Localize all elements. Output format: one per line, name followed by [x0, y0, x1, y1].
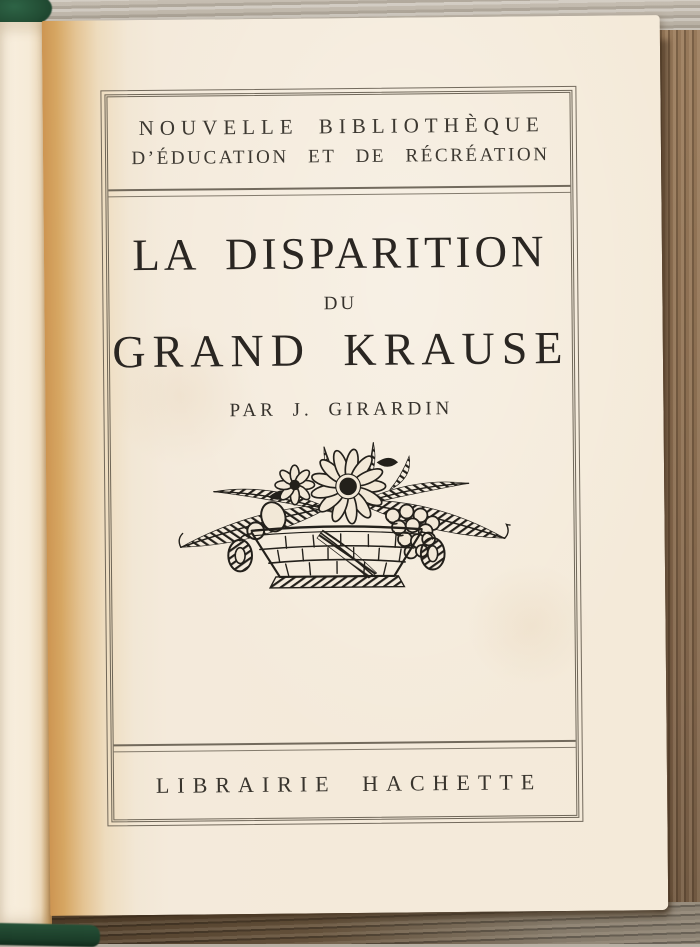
book-title-line1: LA DISPARITION	[132, 226, 548, 281]
author-byline: PAR J. GIRARDIN	[229, 398, 454, 422]
book-title-line2: GRAND KRAUSE	[112, 321, 570, 378]
publisher-band	[114, 748, 577, 819]
title-block	[108, 193, 575, 744]
book-cover-corner-bottom-left	[0, 923, 100, 947]
book-title-connector: DU	[323, 292, 358, 315]
book-title-page	[42, 15, 669, 916]
flower-basket-engraving-illustration	[174, 434, 512, 595]
series-title-line2: D’ÉDUCATION ET DE RÉCRÉATION	[131, 144, 550, 170]
series-title-line1: NOUVELLE BIBLIOTHÈQUE	[138, 112, 545, 141]
printed-border-frame-inner	[104, 90, 579, 822]
series-title-box	[107, 93, 570, 189]
printed-border-frame	[100, 86, 583, 827]
publisher-name: LIBRAIRIE HACHETTE	[155, 768, 543, 798]
